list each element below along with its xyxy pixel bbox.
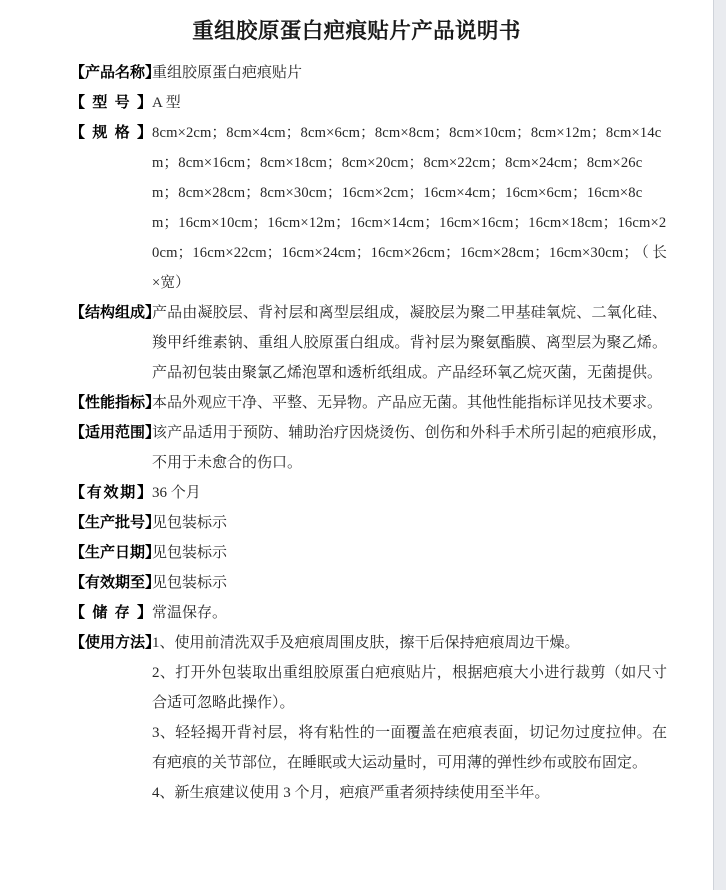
usage-step: 2、打开外包装取出重组胶原蛋白疤痕贴片，根据疤痕大小进行裁剪（如尺寸合适可忽略此操作）。 — [152, 665, 667, 711]
field-storage-label: 【 储 存 】 — [70, 605, 152, 621]
field-product-name-value: 重组胶原蛋白疤痕贴片 — [152, 65, 303, 81]
field-row-validity-period — [0, 478, 713, 508]
usage-step: 1、使用前清洗双手及疤痕周围皮肤，擦干后保持疤痕周边干燥。 — [152, 635, 580, 651]
field-structure-composition-label: 【结构组成】 — [70, 305, 161, 321]
field-validity-period-value: 36 个月 — [152, 485, 201, 501]
page-gutter — [715, 0, 726, 890]
field-scope-of-application-label: 【适用范围】 — [70, 425, 161, 441]
field-row-scope-of-application — [0, 418, 713, 478]
field-row-usage-method — [0, 628, 713, 808]
field-row-model — [0, 88, 713, 118]
field-usage-method-label: 【使用方法】 — [70, 635, 161, 651]
field-row-production-date — [0, 538, 713, 568]
field-row-valid-until — [0, 568, 713, 598]
field-specification-label: 【 规 格 】 — [70, 125, 152, 141]
usage-step: 4、新生痕建议使用 3 个月，疤痕严重者须持续使用至半年。 — [152, 785, 550, 801]
field-production-date-value: 见包装标示 — [152, 545, 228, 561]
field-storage-value: 常温保存。 — [152, 605, 228, 621]
field-production-batch-number-label: 【生产批号】 — [70, 515, 161, 531]
field-structure-composition-value: 产品由凝胶层、背衬层和离型层组成，凝胶层为聚二甲基硅氧烷、二氧化硅、羧甲纤维素钠、重组人胶原蛋白组成。背衬层为聚氨酯膜、离型层为聚乙烯。产品初包装由聚氯乙烯泡罩和透析纸组成。产品经环氧乙烷灭菌，无菌提供。 — [152, 305, 667, 381]
field-scope-of-application-value: 该产品适用于预防、辅助治疗因烧烫伤、创伤和外科手术所引起的疤痕形成，不用于未愈合的伤口。 — [152, 425, 667, 471]
field-performance-index-label: 【性能指标】 — [70, 395, 161, 411]
field-row-structure-composition — [0, 298, 713, 388]
field-model-label: 【 型 号 】 — [70, 95, 152, 111]
field-row-product-name — [0, 58, 713, 88]
field-row-performance-index — [0, 388, 713, 418]
field-valid-until-value: 见包装标示 — [152, 575, 228, 591]
field-valid-until-label: 【有效期至】 — [70, 575, 161, 591]
field-row-specification — [0, 118, 713, 298]
field-production-date-label: 【生产日期】 — [70, 545, 161, 561]
field-production-batch-number-value: 见包装标示 — [152, 515, 228, 531]
field-row-storage — [0, 598, 713, 628]
field-validity-period-label: 【 有 效 期 】 — [70, 485, 152, 501]
field-specification-value: 8cm×2cm；8cm×4cm；8cm×6cm；8cm×8cm；8cm×10cm；8cm×12m；8cm×14cm；8cm×16cm；8cm×18cm；8cm×20cm；8cm×22cm；8cm×24cm；8cm×26cm；8cm×28cm；8cm×30cm；16cm×2cm；16cm×4cm；16cm×6cm；16cm×8cm；16cm×10cm；16cm×12m；16cm×14cm；16cm×16cm；16cm×18cm；16cm×20cm；16cm×22cm；16cm×24cm；16cm×26cm；16cm×28cm；16cm×30cm；（长×宽） — [152, 125, 667, 291]
field-performance-index-value: 本品外观应干净、平整、无异物。产品应无菌。其他性能指标详见技术要求。 — [152, 395, 663, 411]
usage-step: 3、轻轻揭开背衬层，将有粘性的一面覆盖在疤痕表面，切记勿过度拉伸。在有疤痕的关节部位，在睡眠或大运动量时，可用薄的弹性纱布或胶布固定。 — [152, 725, 667, 771]
field-usage-method-value — [152, 628, 667, 808]
field-model-value: A 型 — [152, 95, 181, 111]
field-row-production-batch-number — [0, 508, 713, 538]
field-product-name-label: 【产品名称】 — [70, 65, 161, 81]
product-info-field-list — [0, 46, 713, 808]
page-title: 重组胶原蛋白疤痕贴片产品说明书 — [192, 19, 521, 43]
